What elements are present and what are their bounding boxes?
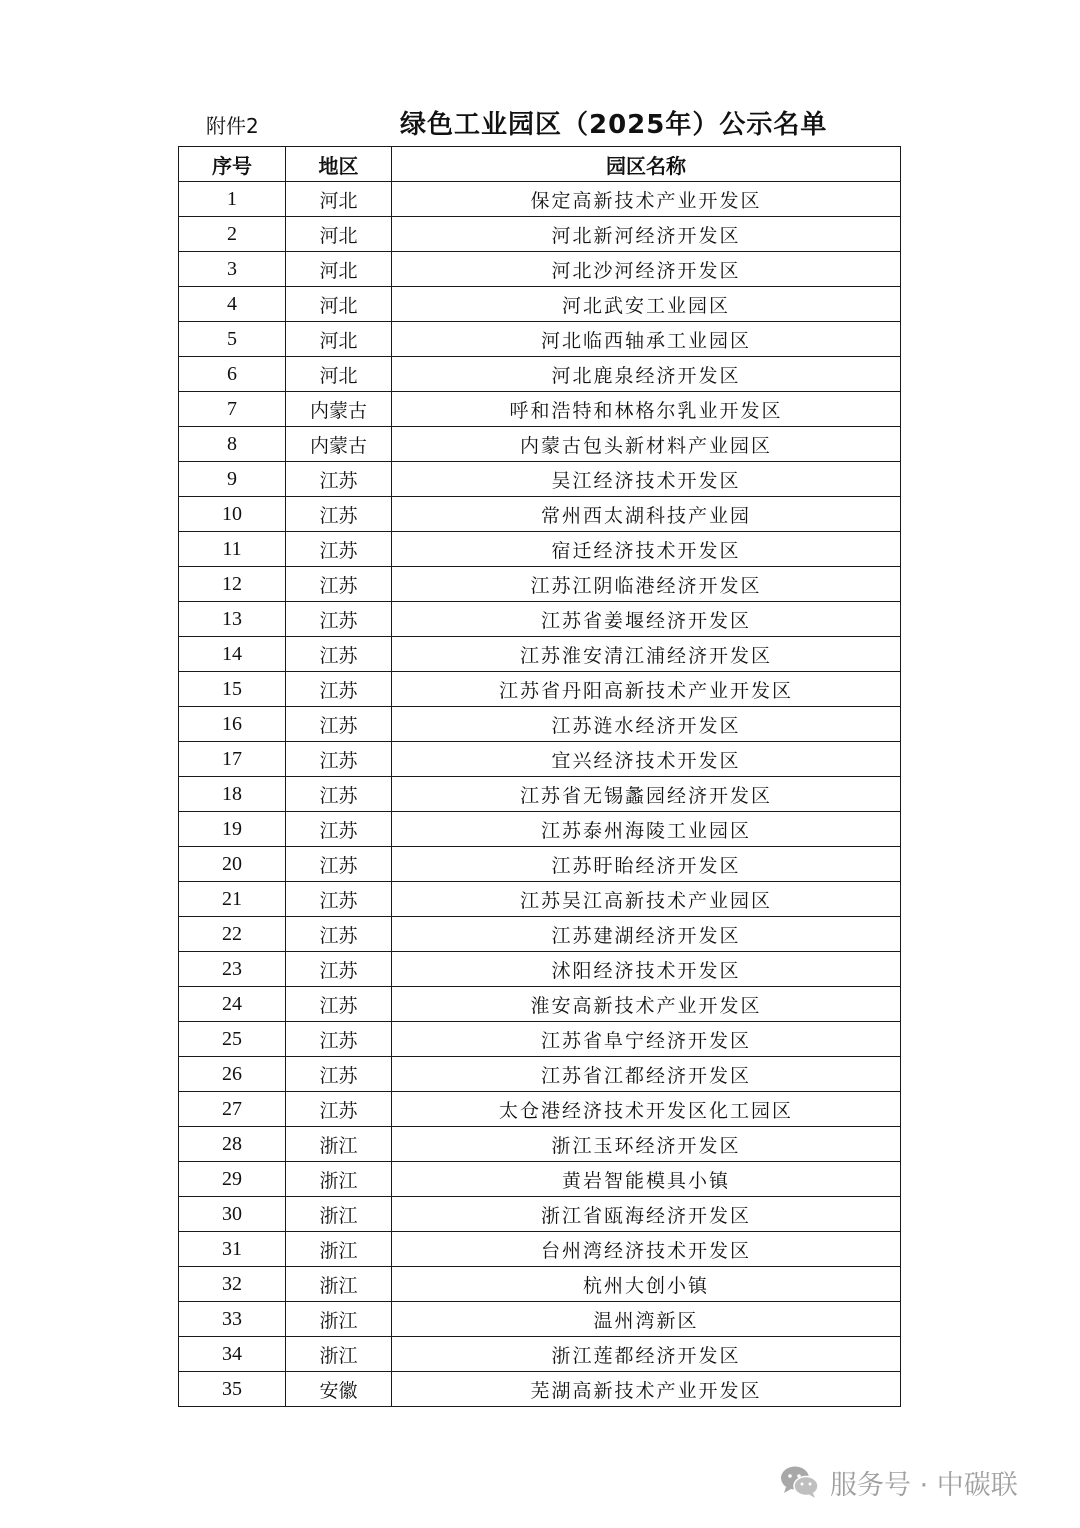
table-row xyxy=(179,1022,901,1057)
cell-index: 18 xyxy=(179,777,286,812)
cell-index: 6 xyxy=(179,357,286,392)
cell-index: 11 xyxy=(179,532,286,567)
cell-index: 7 xyxy=(179,392,286,427)
cell-region: 江苏 xyxy=(286,1022,392,1057)
cell-index: 32 xyxy=(179,1267,286,1302)
table-row xyxy=(179,357,901,392)
table-row xyxy=(179,602,901,637)
table-row xyxy=(179,847,901,882)
table-row xyxy=(179,252,901,287)
cell-park-name: 太仓港经济技术开发区化工园区 xyxy=(392,1092,901,1127)
table-row xyxy=(179,987,901,1022)
table-row xyxy=(179,1057,901,1092)
cell-index: 21 xyxy=(179,882,286,917)
cell-region: 江苏 xyxy=(286,847,392,882)
cell-region: 江苏 xyxy=(286,812,392,847)
cell-region: 江苏 xyxy=(286,602,392,637)
table-row xyxy=(179,1092,901,1127)
table-row xyxy=(179,777,901,812)
cell-park-name: 浙江莲都经济开发区 xyxy=(392,1337,901,1372)
cell-index: 9 xyxy=(179,462,286,497)
cell-park-name: 浙江玉环经济开发区 xyxy=(392,1127,901,1162)
table-row xyxy=(179,217,901,252)
cell-park-name: 淮安高新技术产业开发区 xyxy=(392,987,901,1022)
cell-park-name: 黄岩智能模具小镇 xyxy=(392,1162,901,1197)
cell-index: 13 xyxy=(179,602,286,637)
cell-region: 浙江 xyxy=(286,1232,392,1267)
cell-region: 内蒙古 xyxy=(286,392,392,427)
cell-index: 27 xyxy=(179,1092,286,1127)
cell-index: 8 xyxy=(179,427,286,462)
cell-park-name: 呼和浩特和林格尔乳业开发区 xyxy=(392,392,901,427)
cell-park-name: 河北武安工业园区 xyxy=(392,287,901,322)
cell-index: 10 xyxy=(179,497,286,532)
cell-region: 江苏 xyxy=(286,532,392,567)
cell-park-name: 沭阳经济技术开发区 xyxy=(392,952,901,987)
column-header-park-name: 园区名称 xyxy=(392,147,901,182)
cell-park-name: 杭州大创小镇 xyxy=(392,1267,901,1302)
table-row xyxy=(179,1337,901,1372)
cell-index: 16 xyxy=(179,707,286,742)
table-row xyxy=(179,1232,901,1267)
cell-index: 23 xyxy=(179,952,286,987)
cell-region: 江苏 xyxy=(286,882,392,917)
cell-region: 内蒙古 xyxy=(286,427,392,462)
cell-region: 河北 xyxy=(286,217,392,252)
cell-region: 江苏 xyxy=(286,987,392,1022)
cell-index: 29 xyxy=(179,1162,286,1197)
wechat-icon xyxy=(780,1465,820,1499)
cell-region: 江苏 xyxy=(286,462,392,497)
park-list-table xyxy=(178,146,901,1407)
cell-region: 江苏 xyxy=(286,637,392,672)
cell-park-name: 河北沙河经济开发区 xyxy=(392,252,901,287)
table-row xyxy=(179,742,901,777)
cell-index: 26 xyxy=(179,1057,286,1092)
table-row xyxy=(179,427,901,462)
cell-park-name: 河北新河经济开发区 xyxy=(392,217,901,252)
cell-index: 15 xyxy=(179,672,286,707)
table-row xyxy=(179,1197,901,1232)
cell-park-name: 台州湾经济技术开发区 xyxy=(392,1232,901,1267)
cell-index: 28 xyxy=(179,1127,286,1162)
cell-region: 浙江 xyxy=(286,1337,392,1372)
cell-index: 19 xyxy=(179,812,286,847)
table-row xyxy=(179,1162,901,1197)
cell-index: 31 xyxy=(179,1232,286,1267)
table-body xyxy=(179,182,901,1407)
cell-region: 江苏 xyxy=(286,1092,392,1127)
cell-index: 5 xyxy=(179,322,286,357)
table-row xyxy=(179,462,901,497)
cell-region: 河北 xyxy=(286,287,392,322)
cell-park-name: 宿迁经济技术开发区 xyxy=(392,532,901,567)
cell-park-name: 温州湾新区 xyxy=(392,1302,901,1337)
cell-region: 江苏 xyxy=(286,707,392,742)
cell-index: 14 xyxy=(179,637,286,672)
table-header-row xyxy=(179,147,901,182)
cell-region: 安徽 xyxy=(286,1372,392,1407)
cell-park-name: 吴江经济技术开发区 xyxy=(392,462,901,497)
column-header-region: 地区 xyxy=(286,147,392,182)
cell-park-name: 江苏建湖经济开发区 xyxy=(392,917,901,952)
table-row xyxy=(179,497,901,532)
cell-region: 江苏 xyxy=(286,672,392,707)
cell-index: 24 xyxy=(179,987,286,1022)
cell-park-name: 江苏吴江高新技术产业园区 xyxy=(392,882,901,917)
cell-park-name: 江苏江阴临港经济开发区 xyxy=(392,567,901,602)
cell-park-name: 江苏省无锡蠡园经济开发区 xyxy=(392,777,901,812)
cell-index: 34 xyxy=(179,1337,286,1372)
cell-park-name: 内蒙古包头新材料产业园区 xyxy=(392,427,901,462)
table-row xyxy=(179,1267,901,1302)
cell-park-name: 芜湖高新技术产业开发区 xyxy=(392,1372,901,1407)
cell-region: 河北 xyxy=(286,357,392,392)
cell-index: 4 xyxy=(179,287,286,322)
cell-park-name: 保定高新技术产业开发区 xyxy=(392,182,901,217)
cell-index: 12 xyxy=(179,567,286,602)
cell-region: 江苏 xyxy=(286,567,392,602)
cell-index: 17 xyxy=(179,742,286,777)
cell-region: 河北 xyxy=(286,182,392,217)
table-row xyxy=(179,392,901,427)
cell-region: 江苏 xyxy=(286,777,392,812)
cell-region: 河北 xyxy=(286,252,392,287)
cell-index: 2 xyxy=(179,217,286,252)
cell-index: 22 xyxy=(179,917,286,952)
cell-index: 3 xyxy=(179,252,286,287)
cell-park-name: 江苏省阜宁经济开发区 xyxy=(392,1022,901,1057)
attachment-label: 附件2 xyxy=(206,114,259,138)
cell-park-name: 常州西太湖科技产业园 xyxy=(392,497,901,532)
table-row xyxy=(179,1302,901,1337)
cell-region: 浙江 xyxy=(286,1127,392,1162)
watermark xyxy=(780,1460,1018,1504)
table-row xyxy=(179,287,901,322)
cell-index: 35 xyxy=(179,1372,286,1407)
cell-park-name: 江苏省江都经济开发区 xyxy=(392,1057,901,1092)
cell-region: 江苏 xyxy=(286,952,392,987)
column-header-index: 序号 xyxy=(179,147,286,182)
cell-index: 33 xyxy=(179,1302,286,1337)
cell-park-name: 浙江省瓯海经济开发区 xyxy=(392,1197,901,1232)
table-row xyxy=(179,1372,901,1407)
table-row xyxy=(179,952,901,987)
table-row xyxy=(179,322,901,357)
page-title: 绿色工业园区（2025年）公示名单 xyxy=(400,110,828,140)
cell-index: 1 xyxy=(179,182,286,217)
table-row xyxy=(179,182,901,217)
cell-region: 河北 xyxy=(286,322,392,357)
cell-park-name: 江苏淮安清江浦经济开发区 xyxy=(392,637,901,672)
table-row xyxy=(179,707,901,742)
cell-park-name: 河北临西轴承工业园区 xyxy=(392,322,901,357)
cell-region: 浙江 xyxy=(286,1267,392,1302)
table-row xyxy=(179,1127,901,1162)
cell-park-name: 江苏泰州海陵工业园区 xyxy=(392,812,901,847)
cell-park-name: 宜兴经济技术开发区 xyxy=(392,742,901,777)
table-row xyxy=(179,917,901,952)
cell-region: 江苏 xyxy=(286,1057,392,1092)
cell-region: 江苏 xyxy=(286,742,392,777)
table-row xyxy=(179,812,901,847)
cell-region: 浙江 xyxy=(286,1162,392,1197)
cell-region: 江苏 xyxy=(286,917,392,952)
table-row xyxy=(179,567,901,602)
cell-park-name: 江苏涟水经济开发区 xyxy=(392,707,901,742)
cell-park-name: 河北鹿泉经济开发区 xyxy=(392,357,901,392)
cell-region: 浙江 xyxy=(286,1197,392,1232)
table-row xyxy=(179,882,901,917)
table-row xyxy=(179,637,901,672)
table-row xyxy=(179,672,901,707)
cell-park-name: 江苏盱眙经济开发区 xyxy=(392,847,901,882)
table-row xyxy=(179,532,901,567)
cell-index: 30 xyxy=(179,1197,286,1232)
watermark-text: 服务号 · 中碳联 xyxy=(830,1469,1018,1501)
cell-region: 江苏 xyxy=(286,497,392,532)
cell-region: 浙江 xyxy=(286,1302,392,1337)
cell-index: 20 xyxy=(179,847,286,882)
cell-index: 25 xyxy=(179,1022,286,1057)
cell-park-name: 江苏省姜堰经济开发区 xyxy=(392,602,901,637)
cell-park-name: 江苏省丹阳高新技术产业开发区 xyxy=(392,672,901,707)
